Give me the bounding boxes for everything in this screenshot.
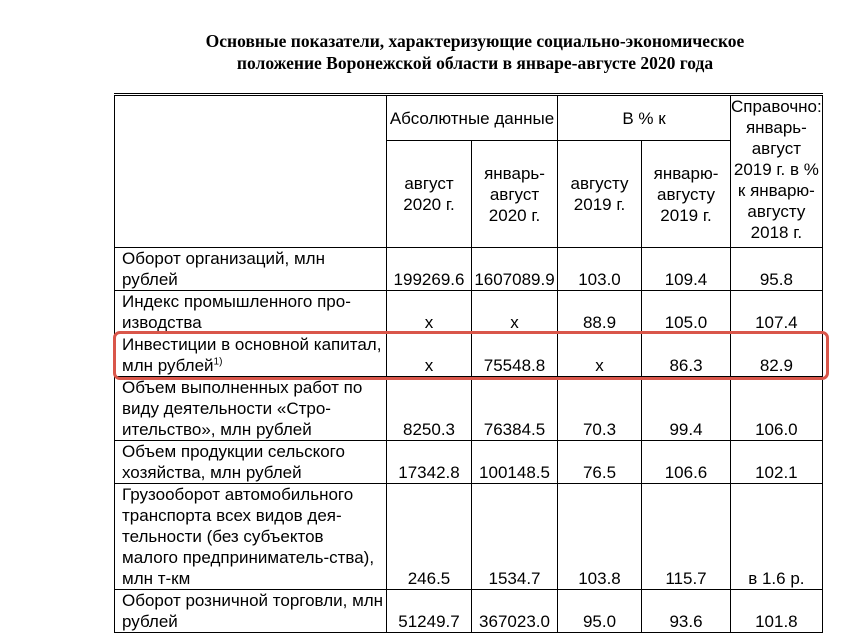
table-row [115,334,823,377]
value-pct-aug2019: 88.9 [558,291,642,334]
indicator-name-text: Индекс промышленного про-изводства [122,292,351,332]
header-indicator-cell [115,95,387,248]
table-row [115,441,823,484]
value-ref: 101.8 [731,590,823,633]
indicator-name [115,291,387,334]
value-ref: 95.8 [731,248,823,291]
header-reference: Справочно: январь-август 2019 г. в % к январю-августу 2018 г. [731,95,823,248]
value-janaug2020: 100148.5 [472,441,558,484]
title-line-2: положение Воронежской области в январе-августе 2020 года [236,53,714,73]
document-title [110,30,840,74]
value-aug2020: 51249.7 [387,590,472,633]
value-ref: 102.1 [731,441,823,484]
value-pct-janaug2019: 115.7 [642,484,731,590]
value-pct-janaug2019: 99.4 [642,377,731,441]
header-janaug2019: январю-августу 2019 г. [642,141,731,248]
indicator-name-text: Оборот организаций, млн рублей [122,249,325,289]
header-janaug2020: январь-август 2020 г. [472,141,558,248]
value-aug2020: 199269.6 [387,248,472,291]
indicator-name [115,248,387,291]
value-pct-janaug2019: 106.6 [642,441,731,484]
value-pct-janaug2019: 86.3 [642,334,731,377]
header-row-1 [115,95,823,141]
value-janaug2020: 76384.5 [472,377,558,441]
indicator-name [115,441,387,484]
table-row [115,248,823,291]
value-pct-janaug2019: 109.4 [642,248,731,291]
value-janaug2020: 367023.0 [472,590,558,633]
header-percent: В % к [558,95,731,141]
title-line-1: Основные показатели, характеризующие социально-экономическое [205,31,745,51]
indicators-table [114,93,823,633]
value-pct-aug2019: 76.5 [558,441,642,484]
table-row [115,484,823,590]
table-row [115,590,823,633]
value-pct-aug2019: 95.0 [558,590,642,633]
value-aug2020: 17342.8 [387,441,472,484]
value-janaug2020: x [472,291,558,334]
indicator-name-text: Инвестиции в основной капитал, млн рублей [122,335,382,375]
indicator-name-text: Оборот розничной торговли, млн рублей [122,591,384,631]
header-aug2019: августу 2019 г. [558,141,642,248]
value-pct-aug2019: 103.8 [558,484,642,590]
value-aug2020: 8250.3 [387,377,472,441]
value-pct-aug2019: 70.3 [558,377,642,441]
value-ref: 82.9 [731,334,823,377]
value-aug2020: 246.5 [387,484,472,590]
value-pct-aug2019: 103.0 [558,248,642,291]
header-aug2020: август 2020 г. [387,141,472,248]
value-janaug2020: 1607089.9 [472,248,558,291]
indicator-name [115,590,387,633]
value-ref: в 1.6 р. [731,484,823,590]
header-absolute: Абсолютные данные [387,95,558,141]
indicator-name [115,377,387,441]
value-aug2020: x [387,291,472,334]
footnote-mark: 1) [213,356,223,368]
indicator-name-text: Объем выполненных работ по виду деятельности «Стро-ительство», млн рублей [122,378,363,439]
value-pct-aug2019: x [558,334,642,377]
table-row [115,377,823,441]
table-row [115,291,823,334]
value-janaug2020: 75548.8 [472,334,558,377]
value-janaug2020: 1534.7 [472,484,558,590]
table-body [115,248,823,633]
value-aug2020: x [387,334,472,377]
value-pct-janaug2019: 105.0 [642,291,731,334]
indicator-name [115,484,387,590]
indicator-name-text: Грузооборот автомобильного транспорта всех видов дея-тельности (без субъектов малого предприниматель-ства), млн т-км [122,485,375,588]
value-ref: 106.0 [731,377,823,441]
indicator-name-text: Объем продукции сельского хозяйства, млн рублей [122,442,345,482]
value-ref: 107.4 [731,291,823,334]
value-pct-janaug2019: 93.6 [642,590,731,633]
indicator-name [115,334,387,377]
